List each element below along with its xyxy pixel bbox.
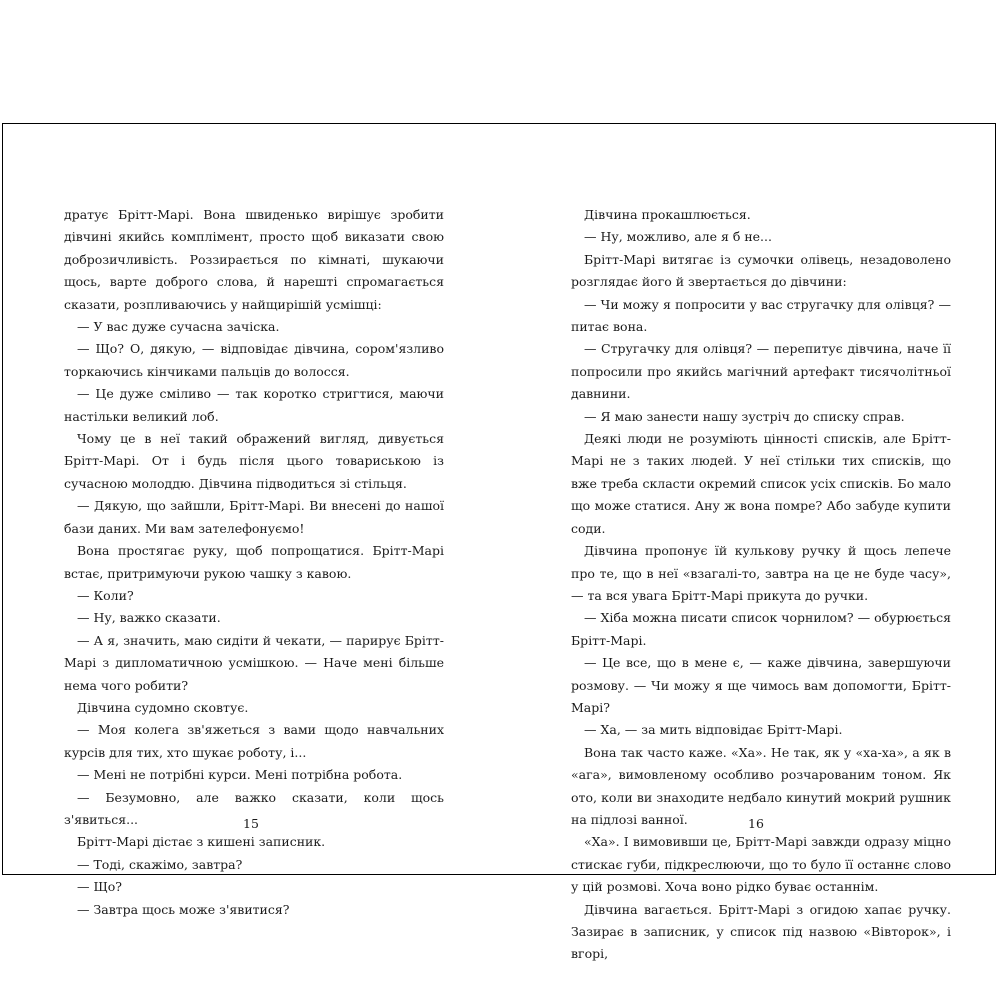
paragraph: — Чи можу я попросити у вас стругачку для олівця? — питає вона. xyxy=(571,296,951,335)
page-number: 16 xyxy=(748,816,764,831)
paragraph: — Ну, важко сказати. xyxy=(77,610,221,626)
paragraph: Брітт-Марі дістає з кишені записник. xyxy=(77,834,326,850)
paragraph: — Моя колега зв'яжеться з вами щодо навчальних курсів для тих, хто шукає роботу, і... xyxy=(64,722,444,760)
left-page xyxy=(64,204,444,921)
paragraph: — Ну, можливо, але я б не... xyxy=(584,229,772,245)
paragraph: — Що? О, дякую, — відповідає дівчина, сором'язливо торкаючись кінчиками пальців до волосся. xyxy=(64,341,444,379)
paragraph: — Дякую, що зайшли, Брітт-Марі. Ви внесені до нашої бази даних. Ми вам зателефонуємо! xyxy=(64,498,444,536)
paragraph: Дівчина вагається. Брітт-Марі з огидою хапає ручку. Зазирає в записник, у список під назвою «Вівторок», і вгорі, xyxy=(571,901,951,962)
paragraph: Вона так часто каже. «Ха». Не так, як у «ха-ха», а як в «ага», вимовленому особливо розчарованим тоном. Як ото, коли ви знаходите недбало кинутий мокрий рушник на підлозі ванної. xyxy=(571,744,951,827)
page-number: 15 xyxy=(243,816,259,831)
paragraph: Дівчина прокашлюється. xyxy=(584,207,751,222)
paragraph: — Завтра щось може з'явитися? xyxy=(77,901,290,917)
paragraph: Дівчина судомно сковтує. xyxy=(77,699,249,715)
right-page xyxy=(571,204,951,966)
paragraph: Деякі люди не розуміють цінності списків, але Брітт-Марі не з таких людей. У неї стільки тих списків, що вже треба скласти окремий список усіх списків. Бо мало що може статися. Ану ж вона помре? Або забуде купити соди. xyxy=(571,431,951,536)
paragraph: — А я, значить, маю сидіти й чекати, — парирує Брітт-Марі з дипломатичною усмішкою. — Наче мені більше нема чого робити? xyxy=(64,632,444,693)
paragraph: дратує Брітт-Марі. Вона швиденько вирішує зробити дівчині якийсь комплімент, просто щоб виказати свою доброзичливість. Роззирається по кімнаті, шукаючи щось, варте доброго слова, й нарешті спромагається сказати, розпливаючись у найщирішій усмішці: xyxy=(64,207,444,312)
paragraph: — Мені не потрібні курси. Мені потрібна робота. xyxy=(77,767,403,783)
paragraph: Вона простягає руку, щоб попрощатися. Брітт-Марі встає, притримуючи рукою чашку з кавою. xyxy=(64,543,444,581)
paragraph: Брітт-Марі витягає із сумочки олівець, незадоволено розглядає його й звертається до дівчини: xyxy=(571,251,951,290)
paragraph: — Я маю занести нашу зустріч до списку справ. xyxy=(584,408,905,424)
paragraph: — Хіба можна писати список чорнилом? — обурюється Брітт-Марі. xyxy=(571,610,951,648)
paragraph: — Ха, — за мить відповідає Брітт-Марі. xyxy=(584,722,843,738)
paragraph: — Це все, що в мене є, — каже дівчина, завершуючи розмову. — Чи можу я ще чимось вам допомогти, Брітт-Марі? xyxy=(571,655,951,715)
paragraph: — У вас дуже сучасна зачіска. xyxy=(77,319,280,335)
paragraph: Чому це в неї такий ображений вигляд, дивується Брітт-Марі. От і будь після цього товариською із сучасною молоддю. Дівчина підводиться зі стільця. xyxy=(64,431,444,491)
paragraph: — Коли? xyxy=(77,587,134,603)
paragraph: Дівчина пропонує їй кулькову ручку й щось лепече про те, що в неї «взагалі-то, завтра на це не буде часу», — та вся увага Брітт-Марі прикута до ручки. xyxy=(571,543,951,603)
book-spread xyxy=(2,123,996,962)
paragraph: — Це дуже сміливо — так коротко стригтися, маючи настільки великий лоб. xyxy=(64,386,444,424)
paragraph: — Тоді, скажімо, завтра? xyxy=(77,856,243,872)
paragraph: — Стругачку для олівця? — перепитує дівчина, наче її попросили про якийсь магічний артефакт тисячолітньої давнини. xyxy=(571,341,951,402)
paragraph: — Що? xyxy=(77,879,122,895)
paragraph: «Ха». І вимовивши це, Брітт-Марі завжди одразу міцно стискає губи, підкреслюючи, що то було її останнє слово у цій розмові. Хоча воно рідко буває останнім. xyxy=(571,834,951,895)
paragraph: — Безумовно, але важко сказати, коли щось з'явиться... xyxy=(64,789,444,827)
